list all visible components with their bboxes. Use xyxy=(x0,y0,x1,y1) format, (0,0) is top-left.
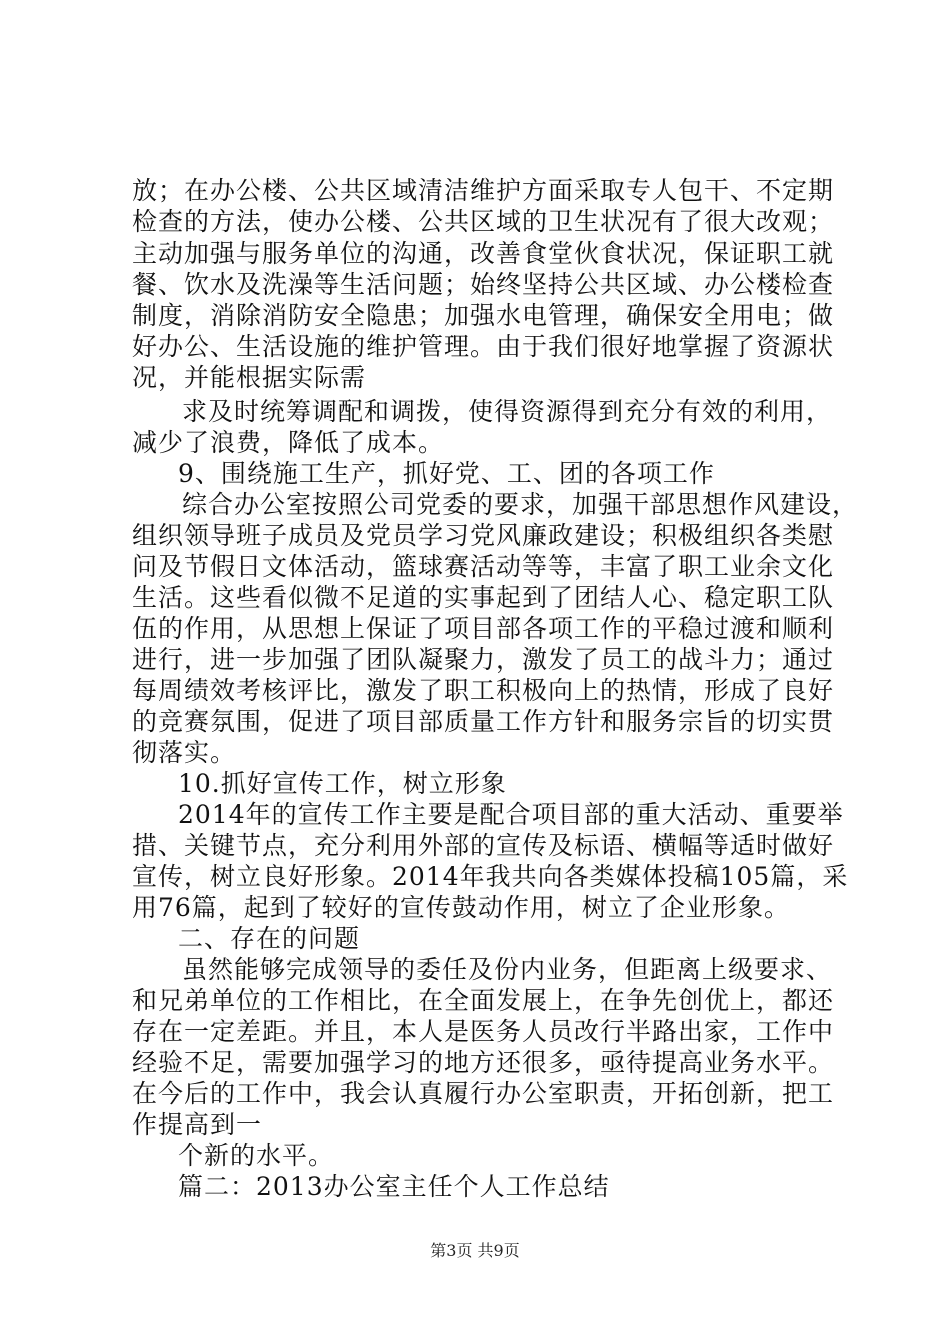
text-line: 彻落实。 xyxy=(132,738,237,767)
text-line: 经验不足，需要加强学习的地方还很多，亟待提高业务水平。 xyxy=(132,1048,835,1077)
text-line: 进行，进一步加强了团队凝聚力，激发了员工的战斗力；通过 xyxy=(132,645,835,674)
text-line: 组织领导班子成员及党员学习党风廉政建设；积极组织各类慰 xyxy=(132,521,835,550)
text-line: 个新的水平。 xyxy=(178,1141,335,1170)
text-line: 减少了浪费，降低了成本。 xyxy=(132,428,445,457)
text-line: 存在一定差距。并且，本人是医务人员改行半路出家，工作中 xyxy=(132,1017,835,1046)
text-line: 每周绩效考核评比，激发了职工积极向上的热情，形成了良好 xyxy=(132,676,835,705)
section-heading: 10.抓好宣传工作，树立形象 xyxy=(178,769,507,798)
text-line: 的竞赛氛围，促进了项目部质量工作方针和服务宗旨的切实贯 xyxy=(132,707,835,736)
text-line: 2014年的宣传工作主要是配合项目部的重大活动、重要举 xyxy=(178,800,844,829)
text-line: 况，并能根据实际需 xyxy=(132,363,367,392)
text-line: 虽然能够完成领导的委任及份内业务，但距离上级要求、 xyxy=(182,955,833,984)
text-line: 作提高到一 xyxy=(132,1110,263,1139)
text-line: 和兄弟单位的工作相比，在全面发展上，在争先创优上，都还 xyxy=(132,986,835,1015)
text-line: 措、关键节点，充分利用外部的宣传及标语、横幅等适时做好 xyxy=(132,831,835,860)
text-line: 问及节假日文体活动，篮球赛活动等等，丰富了职工业余文化 xyxy=(132,552,835,581)
text-line: 主动加强与服务单位的沟通，改善食堂伙食状况，保证职工就 xyxy=(132,239,835,268)
text-line: 综合办公室按照公司党委的要求，加强干部思想作风建设， xyxy=(182,490,859,519)
text-line: 在今后的工作中，我会认真履行办公室职责，开拓创新，把工 xyxy=(132,1079,835,1108)
text-line: 制度，消除消防安全隐患；加强水电管理，确保安全用电；做 xyxy=(132,301,835,330)
text-line: 求及时统筹调配和调拨，使得资源得到充分有效的利用， xyxy=(182,397,833,426)
text-line: 餐、饮水及洗澡等生活问题；始终坚持公共区域、办公楼检查 xyxy=(132,270,835,299)
text-line: 放；在办公楼、公共区域清洁维护方面采取专人包干、不定期 xyxy=(132,176,835,205)
text-line: 用76篇，起到了较好的宣传鼓动作用，树立了企业形象。 xyxy=(132,893,790,922)
section-heading: 篇二：2013办公室主任个人工作总结 xyxy=(178,1172,610,1201)
text-line: 检查的方法，使办公楼、公共区域的卫生状况有了很大改观； xyxy=(132,207,835,236)
section-heading: 9、围绕施工生产，抓好党、工、团的各项工作 xyxy=(178,459,715,488)
text-line: 伍的作用，从思想上保证了项目部各项工作的平稳过渡和顺利 xyxy=(132,614,835,643)
page-number: 第3页 共9页 xyxy=(430,1241,520,1260)
text-line: 生活。这些看似微不足道的实事起到了团结人心、稳定职工队 xyxy=(132,583,835,612)
text-line: 好办公、生活设施的维护管理。由于我们很好地掌握了资源状 xyxy=(132,332,835,361)
section-heading: 二、存在的问题 xyxy=(178,924,361,953)
text-line: 宣传，树立良好形象。2014年我共向各类媒体投稿105篇，采 xyxy=(132,862,849,891)
